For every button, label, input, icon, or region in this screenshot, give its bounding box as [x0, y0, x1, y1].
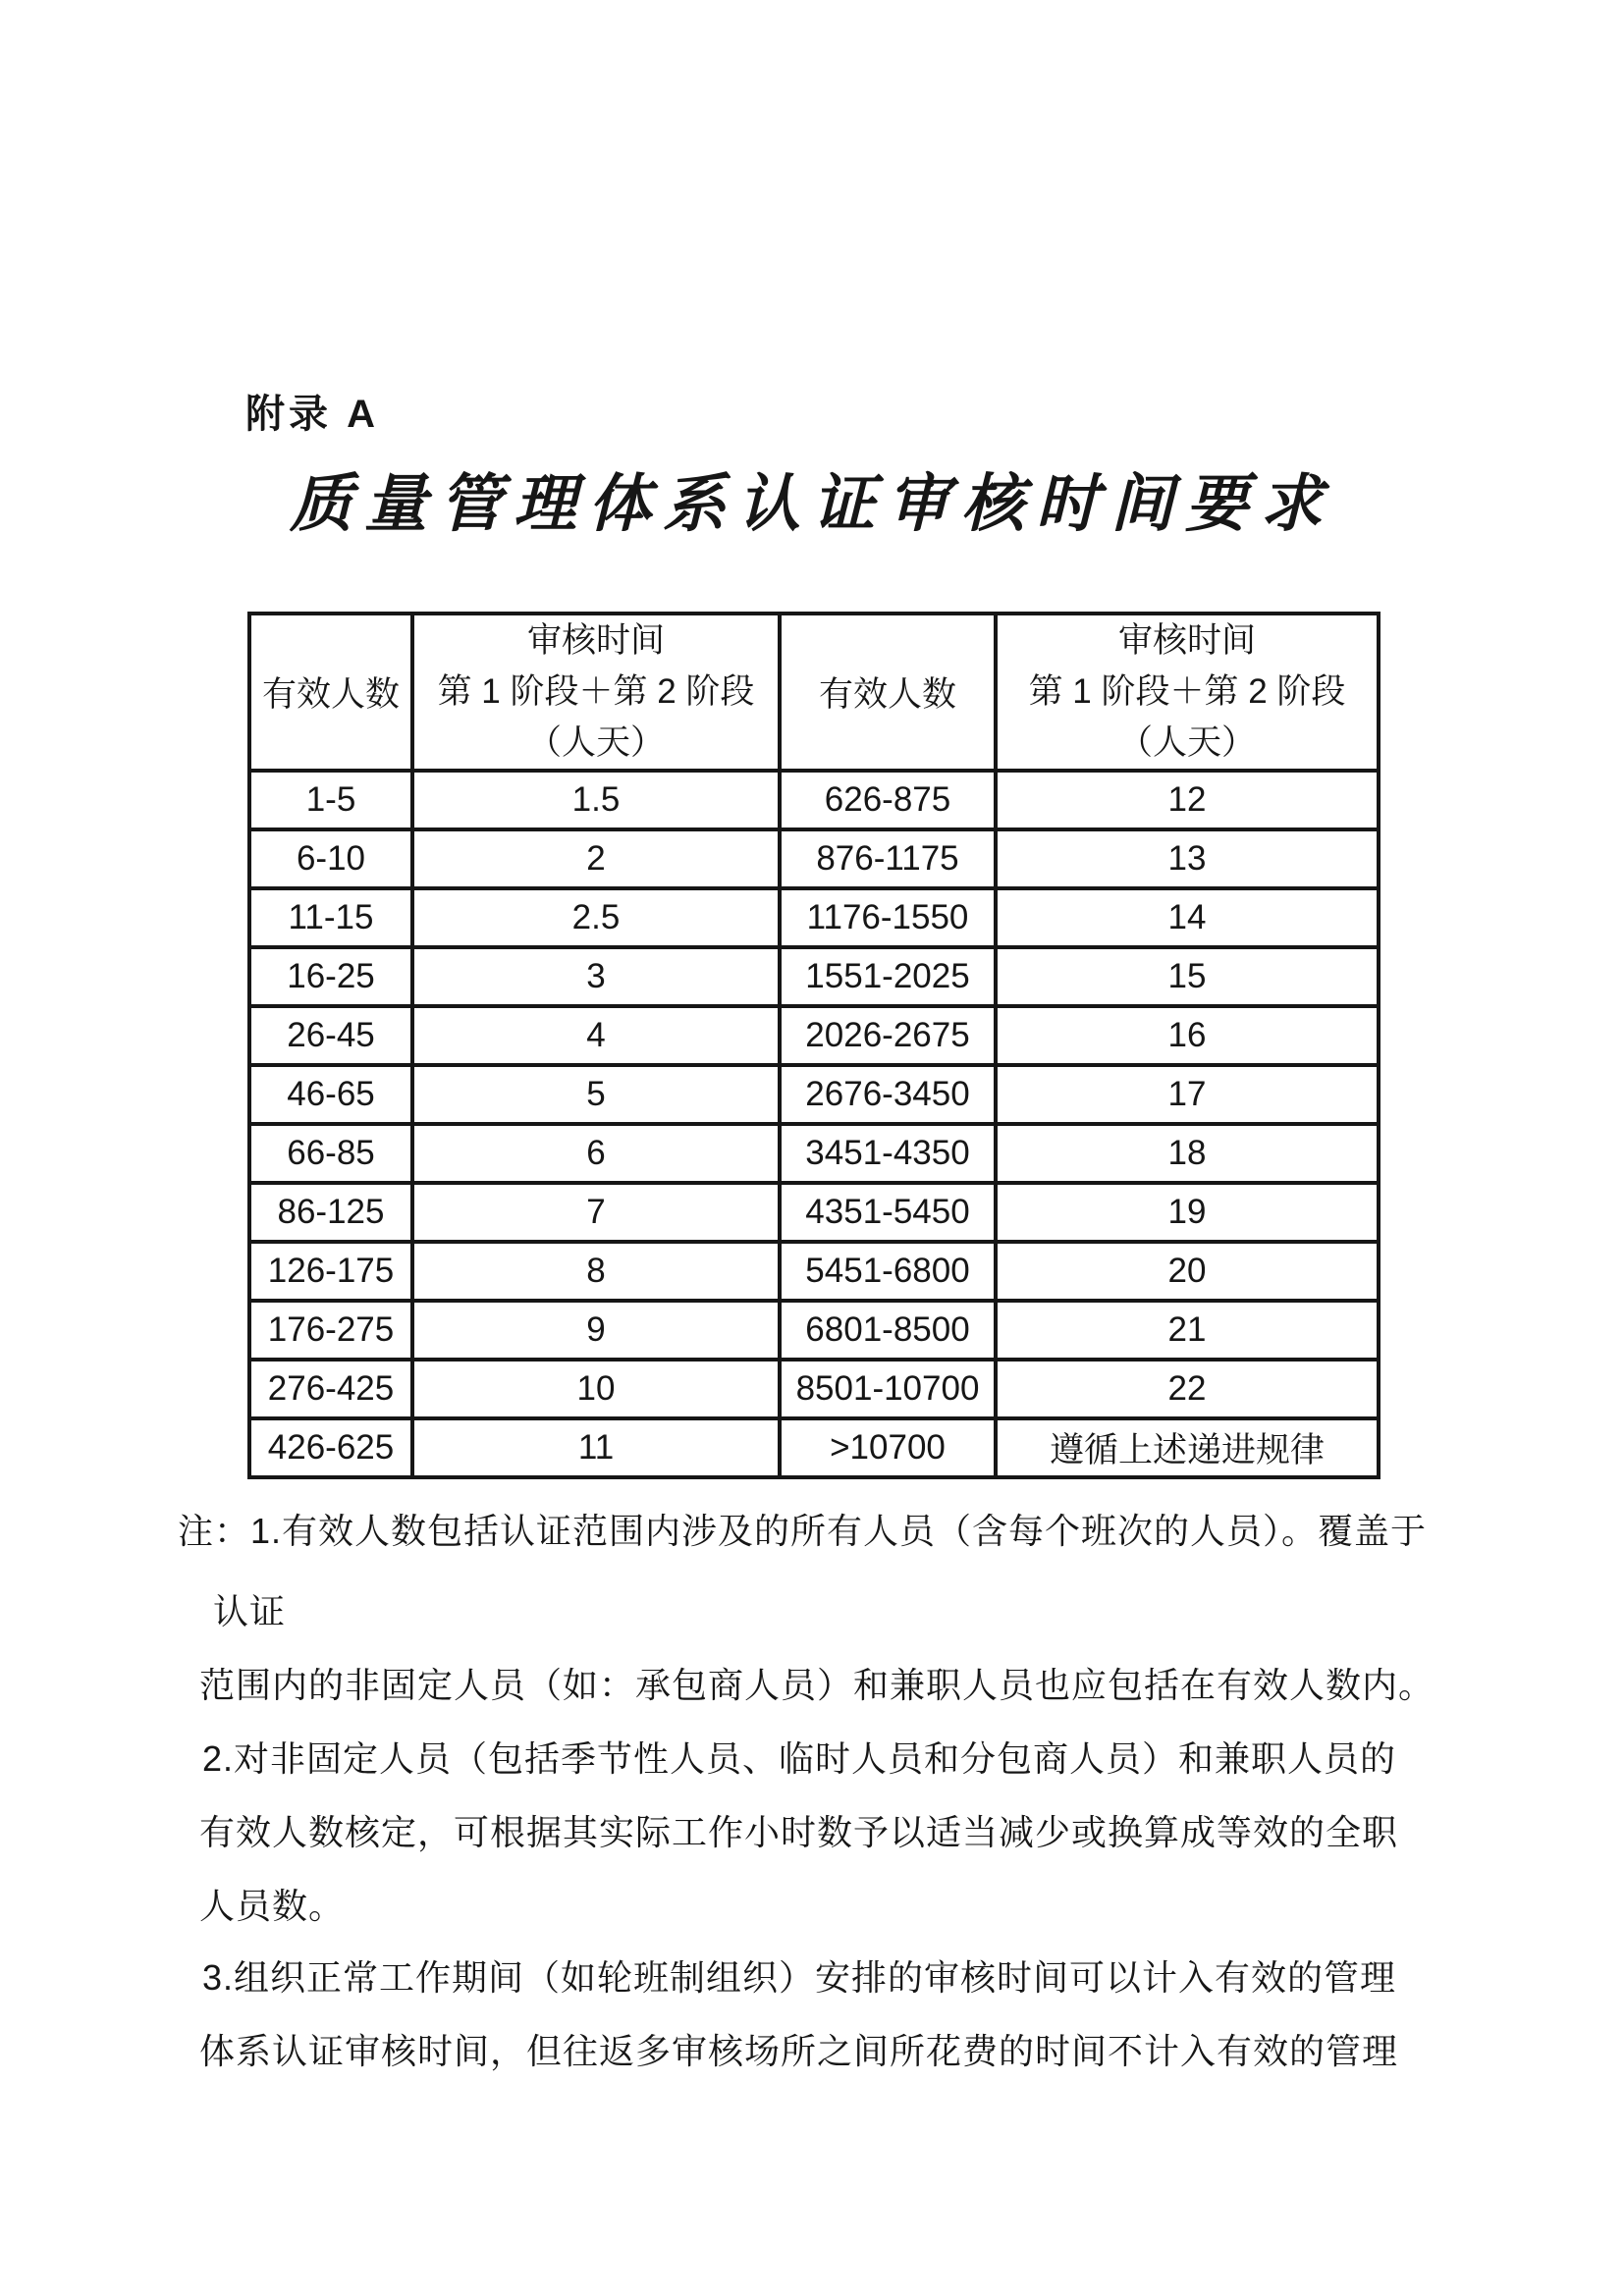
document-title: 质量管理体系认证审核时间要求	[290, 467, 1334, 541]
table-cell: 1-5	[249, 771, 412, 829]
table-cell: 3	[412, 947, 780, 1006]
note-line: 3.组织正常工作期间（如轮班制组织）安排的审核时间可以计入有效的管理	[202, 1957, 1397, 1998]
table-cell: 8	[412, 1242, 780, 1301]
table-cell: 13	[996, 829, 1379, 888]
table-cell: 遵循上述递进规律	[996, 1418, 1379, 1477]
table-cell: 6-10	[249, 829, 412, 888]
table-cell: 14	[996, 888, 1379, 947]
table-row	[249, 1242, 1379, 1301]
table-row	[249, 1183, 1379, 1242]
note-line: 认证	[213, 1591, 287, 1631]
table-cell: 126-175	[249, 1242, 412, 1301]
table-cell: 16-25	[249, 947, 412, 1006]
table-cell: 17	[996, 1065, 1379, 1124]
header-audit-time-line1: 审核时间	[526, 621, 665, 660]
appendix-label: 附录 A	[245, 393, 379, 436]
table-cell: 22	[996, 1360, 1379, 1418]
table-row	[249, 1006, 1379, 1065]
header-effective-personnel: 有效人数	[249, 614, 412, 771]
table-cell: 6801-8500	[780, 1301, 996, 1360]
table-cell: 2.5	[412, 888, 780, 947]
table-row	[249, 1360, 1379, 1418]
table-cell: 20	[996, 1242, 1379, 1301]
table-cell: 21	[996, 1301, 1379, 1360]
table-cell: 5451-6800	[780, 1242, 996, 1301]
table-cell: 4	[412, 1006, 780, 1065]
table-cell: 626-875	[780, 771, 996, 829]
header-audit-time	[412, 614, 780, 771]
table-cell: 876-1175	[780, 829, 996, 888]
header-audit-time-line3: （人天）	[1117, 723, 1256, 762]
table-cell: 4351-5450	[780, 1183, 996, 1242]
table-cell: 6	[412, 1124, 780, 1183]
header-audit-time-line1: 审核时间	[1117, 621, 1256, 660]
note-line: 人员数。	[199, 1886, 346, 1926]
header-audit-time-line2: 第 1 阶段＋第 2 阶段	[1028, 672, 1346, 711]
table-cell: 2676-3450	[780, 1065, 996, 1124]
table-cell: 2026-2675	[780, 1006, 996, 1065]
table-cell: 5	[412, 1065, 780, 1124]
table-cell: 1176-1550	[780, 888, 996, 947]
table-cell: 9	[412, 1301, 780, 1360]
note-line: 2.对非固定人员（包括季节性人员、临时人员和分包商人员）和兼职人员的	[202, 1738, 1397, 1779]
table-cell: 18	[996, 1124, 1379, 1183]
table-row	[249, 947, 1379, 1006]
table-cell: 7	[412, 1183, 780, 1242]
table-cell: 11	[412, 1418, 780, 1477]
table-cell: 276-425	[249, 1360, 412, 1418]
table-row	[249, 1124, 1379, 1183]
audit-time-table	[247, 612, 1380, 1479]
table-cell: 1551-2025	[780, 947, 996, 1006]
note-line: 注：1.有效人数包括认证范围内涉及的所有人员（含每个班次的人员）。覆盖于	[178, 1511, 1428, 1551]
table-cell: 26-45	[249, 1006, 412, 1065]
table-row	[249, 888, 1379, 947]
table-cell: 10	[412, 1360, 780, 1418]
table-row	[249, 1301, 1379, 1360]
header-audit-time-line3: （人天）	[526, 723, 665, 762]
table-cell: 15	[996, 947, 1379, 1006]
table-row	[249, 1065, 1379, 1124]
table-cell: 12	[996, 771, 1379, 829]
table-cell: 46-65	[249, 1065, 412, 1124]
table-cell: 1.5	[412, 771, 780, 829]
table-row	[249, 829, 1379, 888]
table-cell: 16	[996, 1006, 1379, 1065]
table-cell: 176-275	[249, 1301, 412, 1360]
note-line: 体系认证审核时间，但往返多审核场所之间所花费的时间不计入有效的管理	[199, 2031, 1399, 2071]
header-effective-personnel: 有效人数	[780, 614, 996, 771]
table-cell: 11-15	[249, 888, 412, 947]
table-cell: 426-625	[249, 1418, 412, 1477]
note-line: 范围内的非固定人员（如：承包商人员）和兼职人员也应包括在有效人数内。	[199, 1665, 1435, 1705]
note-line: 有效人数核定，可根据其实际工作小时数予以适当减少或换算成等效的全职	[199, 1812, 1399, 1852]
table-cell: 8501-10700	[780, 1360, 996, 1418]
header-audit-time-line2: 第 1 阶段＋第 2 阶段	[437, 672, 755, 711]
header-audit-time	[996, 614, 1379, 771]
table-header-row	[249, 614, 1379, 771]
table-cell: 86-125	[249, 1183, 412, 1242]
table-cell: 2	[412, 829, 780, 888]
table-row	[249, 1418, 1379, 1477]
table-cell: >10700	[780, 1418, 996, 1477]
table-cell: 3451-4350	[780, 1124, 996, 1183]
table-cell: 66-85	[249, 1124, 412, 1183]
table-row	[249, 771, 1379, 829]
table-cell: 19	[996, 1183, 1379, 1242]
